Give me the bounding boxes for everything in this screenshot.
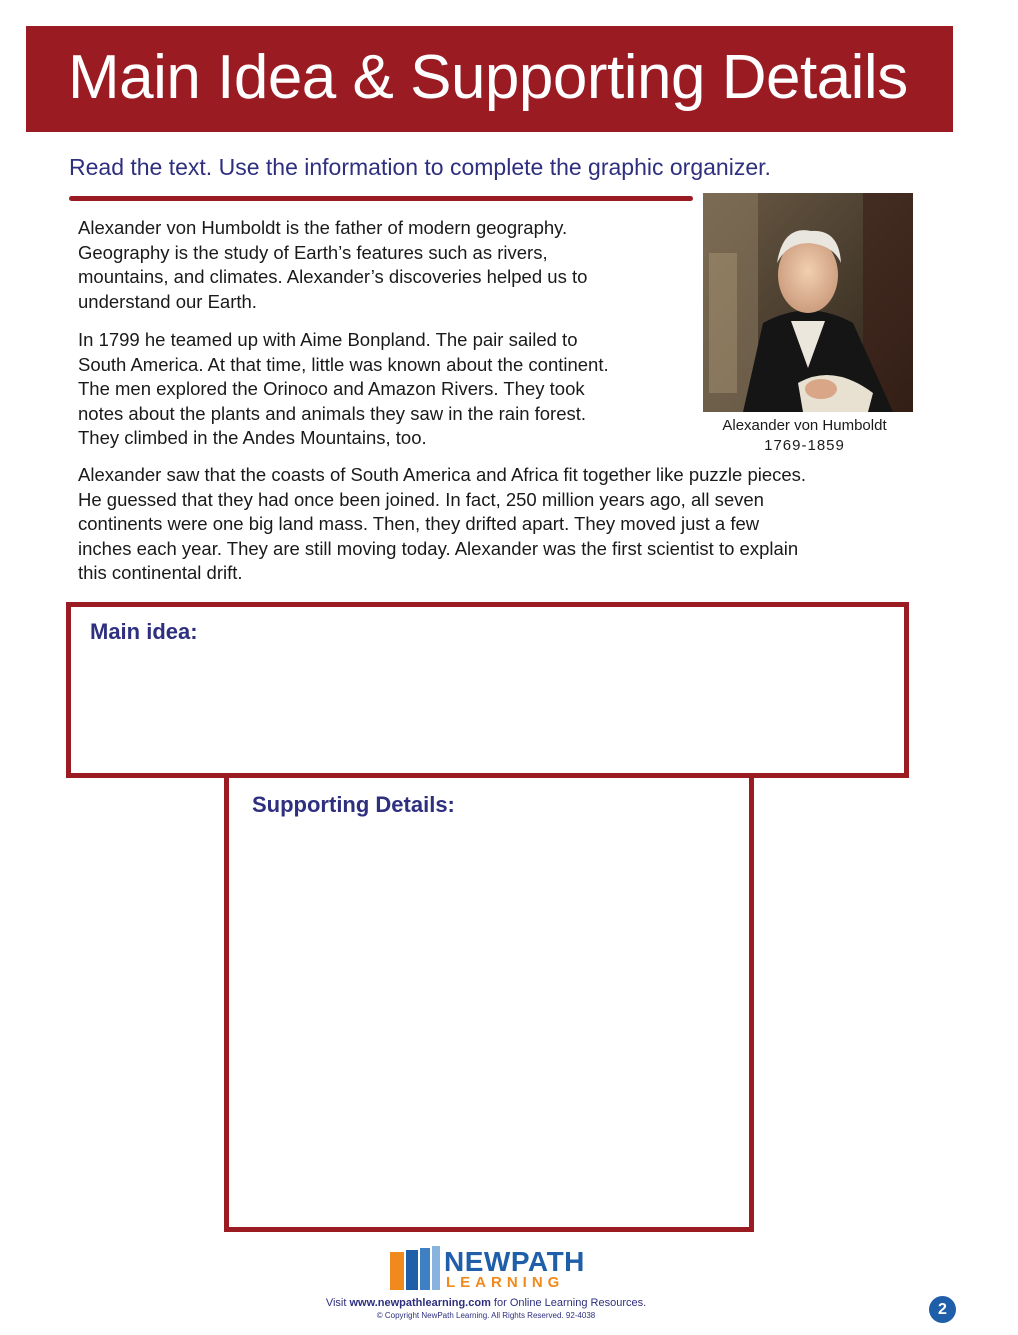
p1-line: mountains, and climates. Alexander’s discoveries helped us to (78, 266, 588, 288)
footer-url-link[interactable]: www.newpathlearning.com (349, 1297, 491, 1309)
p2-line: The men explored the Orinoco and Amazon Rivers. They took (78, 378, 585, 400)
paragraph-2 (78, 328, 609, 451)
paragraph-3 (78, 463, 806, 586)
p3-line: continents were one big land mass. Then, they drifted apart. They moved just a few (78, 513, 760, 535)
title-banner (26, 26, 953, 132)
p2-line: South America. At that time, little was known about the continent. (78, 353, 609, 375)
logo-wordmark-learning: LEARNING (446, 1274, 565, 1291)
main-idea-label: Main idea: (90, 619, 198, 644)
paragraph-1 (78, 216, 587, 314)
footer-copyright: © Copyright NewPath Learning. All Rights Reserved. 92-4038 (376, 1311, 596, 1320)
p1-line: understand our Earth. (78, 290, 257, 312)
book-icon (388, 1246, 442, 1294)
portrait-caption-years: 1769-1859 (764, 437, 845, 454)
newpath-logo (388, 1246, 598, 1294)
supporting-details-box[interactable] (224, 772, 754, 1232)
p2-line: In 1799 he teamed up with Aime Bonpland. The pair sailed to (78, 329, 578, 350)
humboldt-portrait (703, 193, 913, 412)
p3-line: this continental drift. (78, 562, 243, 584)
logo-wordmark-new: NEWPATH (444, 1246, 585, 1277)
footer-visit-prefix: Visit (325, 1297, 347, 1309)
footer-visit (0, 1297, 972, 1309)
footer-visit-suffix: for Online Learning Resources. (493, 1297, 647, 1309)
supporting-details-label: Supporting Details: (252, 792, 455, 817)
p1-line: Geography is the study of Earth’s features such as rivers, (78, 241, 548, 263)
p3-line: inches each year. They are still moving today. Alexander was the first scientist to explain (78, 537, 799, 559)
page-title: Main Idea & Supporting Details (68, 43, 908, 112)
p2-line: notes about the plants and animals they saw in the rain forest. (78, 402, 587, 424)
p3-line: Alexander saw that the coasts of South America and Africa fit together like puzzle pieces. (78, 464, 807, 485)
p2-line: They climbed in the Andes Mountains, too. (78, 427, 427, 449)
instructions-underline (69, 196, 693, 201)
p3-line: He guessed that they had once been joined. In fact, 250 million years ago, all seven (78, 488, 764, 510)
page-number: 2 (929, 1296, 956, 1323)
instructions: Read the text. Use the information to complete the graphic organizer. (69, 154, 771, 180)
portrait-caption-name: Alexander von Humboldt (722, 417, 887, 434)
p1-line: Alexander von Humboldt is the father of modern geography. (78, 217, 568, 238)
